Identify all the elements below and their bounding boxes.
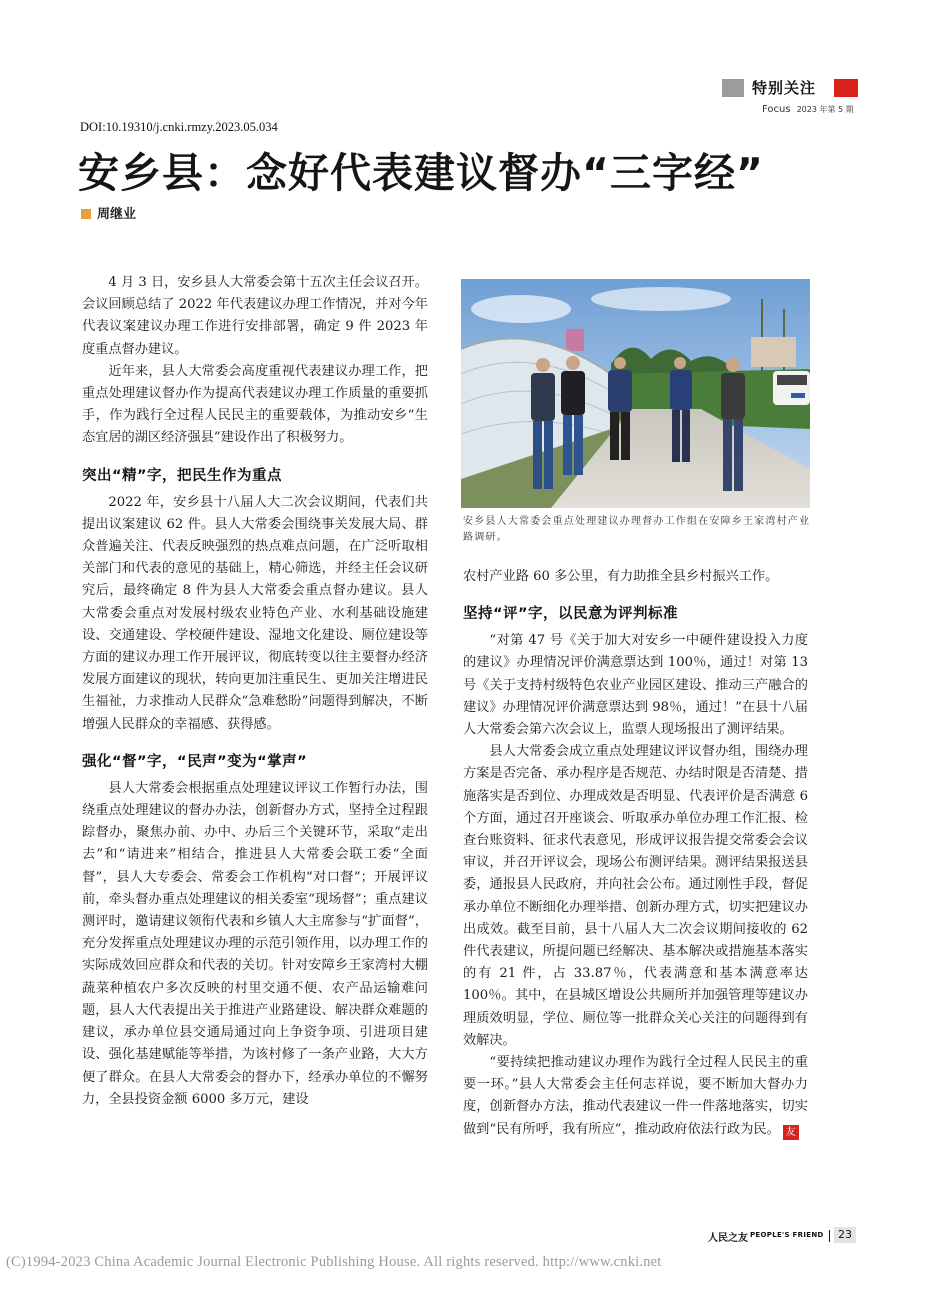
end-mark-icon: 友	[783, 1125, 799, 1140]
author-marker-icon	[81, 209, 91, 219]
paragraph	[463, 1052, 808, 1141]
article-title: 安乡县：念好代表建议督办“三字经”	[78, 149, 764, 197]
section-tag	[722, 76, 858, 100]
author-line	[81, 203, 136, 222]
issue-line	[762, 104, 854, 115]
left-column	[82, 272, 428, 1111]
section-heading: 强化“督”字，“民声”变为“掌声”	[82, 753, 308, 770]
brand-name-en: PEOPLE'S FRIEND	[750, 1231, 824, 1239]
brand-name-cn: 人民之友	[708, 1233, 748, 1244]
paragraph-text: “要持续把推动建议办理作为践行全过程人民民主的重要一环。”县人大常委会主任何志祥说，要不断加大督办力度，创新督办方法，推动代表建议一件一件落地落实，切实做到“民有所呼，我有所应”，推动政府依法行政为民。	[463, 1055, 808, 1137]
section-tag-gray-block	[722, 79, 744, 97]
paragraph: 近年来，县人大常委会高度重视代表建议办理工作，把重点处理建议督办作为提高代表建议办理工作质量的重要抓手，作为践行全过程人民民主的重要载体，为推动安乡“生态宜居的湖区经济强县”建设作出了积极努力。	[82, 363, 428, 446]
section-heading: 突出“精”字，把民生作为重点	[82, 467, 283, 484]
page-number: 23	[834, 1227, 856, 1243]
issue-number: 2023 年第 5 期	[796, 105, 854, 114]
paragraph: 4 月 3 日，安乡县人大常委会第十五次主任会议召开。会议回顾总结了 2022 年代表建议办理工作情况，并对今年代表议案建议办理工作进行安排部署，确定 9 件 2023 年度重点督办建议。	[82, 275, 428, 357]
paragraph: “对第 47 号《关于加大对安乡一中硬件建设投入力度的建议》办理情况评价满意票达到 100％，通过！对第 13 号《关于支持村级特色农业产业园区建设、推动三产融合的建议》办理情况评价满意票达到 98％，通过！”在县十八届人大常委会第六次会议上，监票人现场报出了测评结果。	[463, 633, 808, 738]
section-heading: 坚持“评”字，以民意为评判标准	[463, 606, 679, 623]
magazine-en-name: Focus	[762, 104, 791, 115]
paragraph: 2022 年，安乡县十八届人大二次会议期间，代表们共提出议案建议 62 件。县人大常委会围绕事关发展大局、群众普遍关注、代表反映强烈的热点难点问题，在广泛听取相关部门和代表的意见的基础上，精心筛选，并经主任会议研究后，最终确定 8 件为县人大常委会重点督办建议。县人大常委会重点对发展村级农业特色产业、水利基础设施建设、交通建设、学校硬件建设、湿地文化建设、厕位建设等方面的建议办理工作开展评议，彻底转变以往主要督办经济发展方面建议的现状，转向更加注重民生、更加关注增进民生福祉，力求推动人民群众“急难愁盼”问题得到解决，不断增强人民群众的幸福感、获得感。	[82, 494, 428, 732]
paragraph: 县人大常委会成立重点处理建议评议督办组，围绕办理方案是否完备、承办程序是否规范、办结时限是否清楚、措施落实是否到位、办理成效是否明显、代表评价是否满意 6 个方面，通过召开座谈会、听取承办单位办理工作汇报、检查台账资料、征求代表意见，形成评议报告提交常委会会议审议，并召开评议会，现场公布测评结果。测评结果报送县委，通报县人民政府，并向社会公布。通过刚性手段，督促承办单位不断细化办理举措、创新办理方式，切实把建议办出成效。截至目前，县十八届人大二次会议期间接收的 62 件代表建议，所提问题已经解决、基本解决或措施基本落实的有 21 件，占 33.87％，代表满意和基本满意率达 100％。其中，在县城区增设公共厕所并加强管理等建议办理质效明显，学位、厕位等一批群众关心关注的问题得到有效解决。	[463, 744, 808, 1048]
photo-caption: 安乡县人大常委会重点处理建议办理督办工作组在安障乡王家湾村产业路调研。	[463, 516, 811, 543]
paragraph: 县人大常委会根据重点处理建议评议工作暂行办法，围绕重点处理建议的督办办法，创新督办方式，坚持全过程跟踪督办，聚焦办前、办中、办后三个关键环节，采取“走出去”和“请进来”相结合，推进县人大常委会联工委“全面督”，县人大专委会、常委会工作机构“对口督”；开展评议前，牵头督办重点处理建议的相关委室“现场督”；重点建议测评时，邀请建议领衔代表和乡镇人大主席参与“扩面督”，充分发挥重点处理建议办理的示范引领作用，以办理工作的实际成效回应群众和代表的关切。针对安障乡王家湾村大棚蔬菜种植农户多次反映的村里交通不便、农产品运输难问题，县人大代表提出关于推进产业路建设、解决群众难题的建议，承办单位县交通局通过向上争资争项、引进项目建设、强化基建赋能等举措，为该村修了一条产业路，大大方便了群众。在县人大常委会的督办下，经承办单位的不懈努力，全县投资金额 6000 多万元，建设	[82, 780, 428, 1107]
section-label: 特别关注	[752, 79, 817, 97]
article-photo	[461, 279, 810, 508]
photo-illustration	[461, 279, 810, 508]
author-name: 周继业	[97, 207, 137, 222]
paragraph-continuation: 农村产业路 60 多公里，有力助推全县乡村振兴工作。	[463, 569, 779, 584]
copyright-notice: (C)1994-2023 China Academic Journal Electronic Publishing House. All rights reserved. http://www.cnki.net	[6, 1254, 662, 1270]
footer-divider	[829, 1230, 830, 1242]
footer-brand	[708, 1228, 856, 1244]
section-tag-red-block	[834, 79, 858, 97]
right-column	[463, 566, 808, 1141]
doi: DOI:10.19310/j.cnki.rmzy.2023.05.034	[80, 120, 278, 134]
